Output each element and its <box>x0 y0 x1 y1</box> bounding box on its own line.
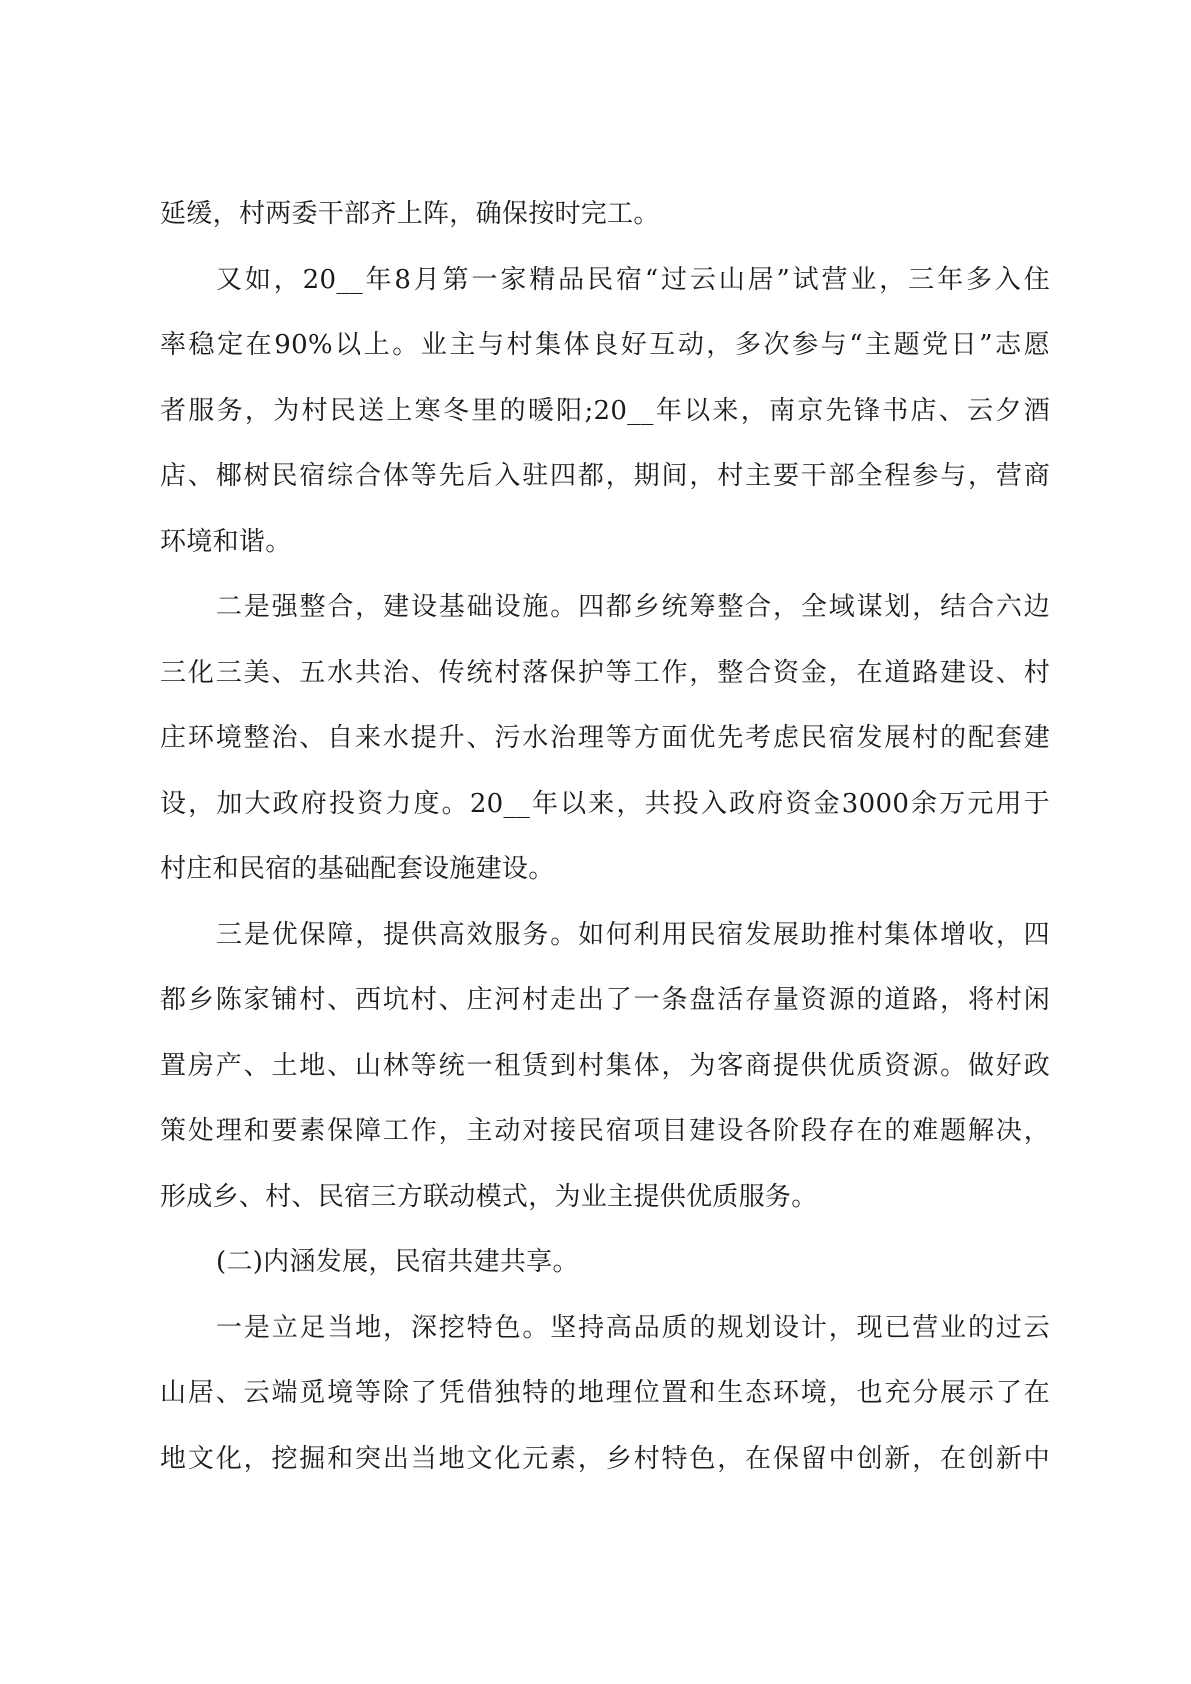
text-line: 三是优保障，提供高效服务。如何利用民宿发展助推村集体增收，四 <box>216 919 1050 950</box>
text-line: 者服务，为村民送上寒冬里的暖阳;20__年以来，南京先锋书店、云夕酒 <box>160 395 1050 426</box>
text-line: 村庄和民宿的基础配套设施建设。 <box>160 854 555 884</box>
text-line: 率稳定在90%以上。业主与村集体良好互动，多次参与“主题党日”志愿 <box>160 330 1050 360</box>
text-line: 形成乡、村、民宿三方联动模式，为业主提供优质服务。 <box>160 1181 818 1212</box>
text-line: 置房产、土地、山林等统一租赁到村集体，为客商提供优质资源。做好政 <box>160 1050 1050 1081</box>
text-line: 都乡陈家铺村、西坑村、庄河村走出了一条盘活存量资源的道路，将村闲 <box>160 985 1050 1015</box>
text-line: 地文化，挖掘和突出当地文化元素，乡村特色，在保留中创新，在创新中 <box>160 1443 1050 1474</box>
text-line: 设，加大政府投资力度。20__年以来，共投入政府资金3000余万元用于 <box>160 788 1050 819</box>
body-text <box>160 191 1050 1501</box>
text-line: (二)内涵发展，民宿共建共享。 <box>216 1247 579 1277</box>
text-line: 三化三美、五水共治、传统村落保护等工作，整合资金，在道路建设、村 <box>160 657 1050 688</box>
text-line: 又如，20__年8月第一家精品民宿“过云山居”试营业，三年多入住 <box>216 264 1050 295</box>
text-line: 店、椰树民宿综合体等先后入驻四都，期间，村主要干部全程参与，营商 <box>160 461 1050 491</box>
text-line: 庄环境整治、自来水提升、污水治理等方面优先考虑民宿发展村的配套建 <box>160 723 1050 753</box>
text-line: 策处理和要素保障工作，主动对接民宿项目建设各阶段存在的难题解决， <box>160 1116 1050 1146</box>
text-line: 一是立足当地，深挖特色。坚持高品质的规划设计，现已营业的过云 <box>216 1312 1050 1343</box>
text-line: 山居、云端觅境等除了凭借独特的地理位置和生态环境，也充分展示了在 <box>160 1378 1050 1408</box>
text-line: 延缓，村两委干部齐上阵，确保按时完工。 <box>160 199 660 229</box>
text-line: 二是强整合，建设基础设施。四都乡统筹整合，全域谋划，结合六边 <box>216 592 1050 622</box>
text-line: 环境和谐。 <box>160 526 292 557</box>
